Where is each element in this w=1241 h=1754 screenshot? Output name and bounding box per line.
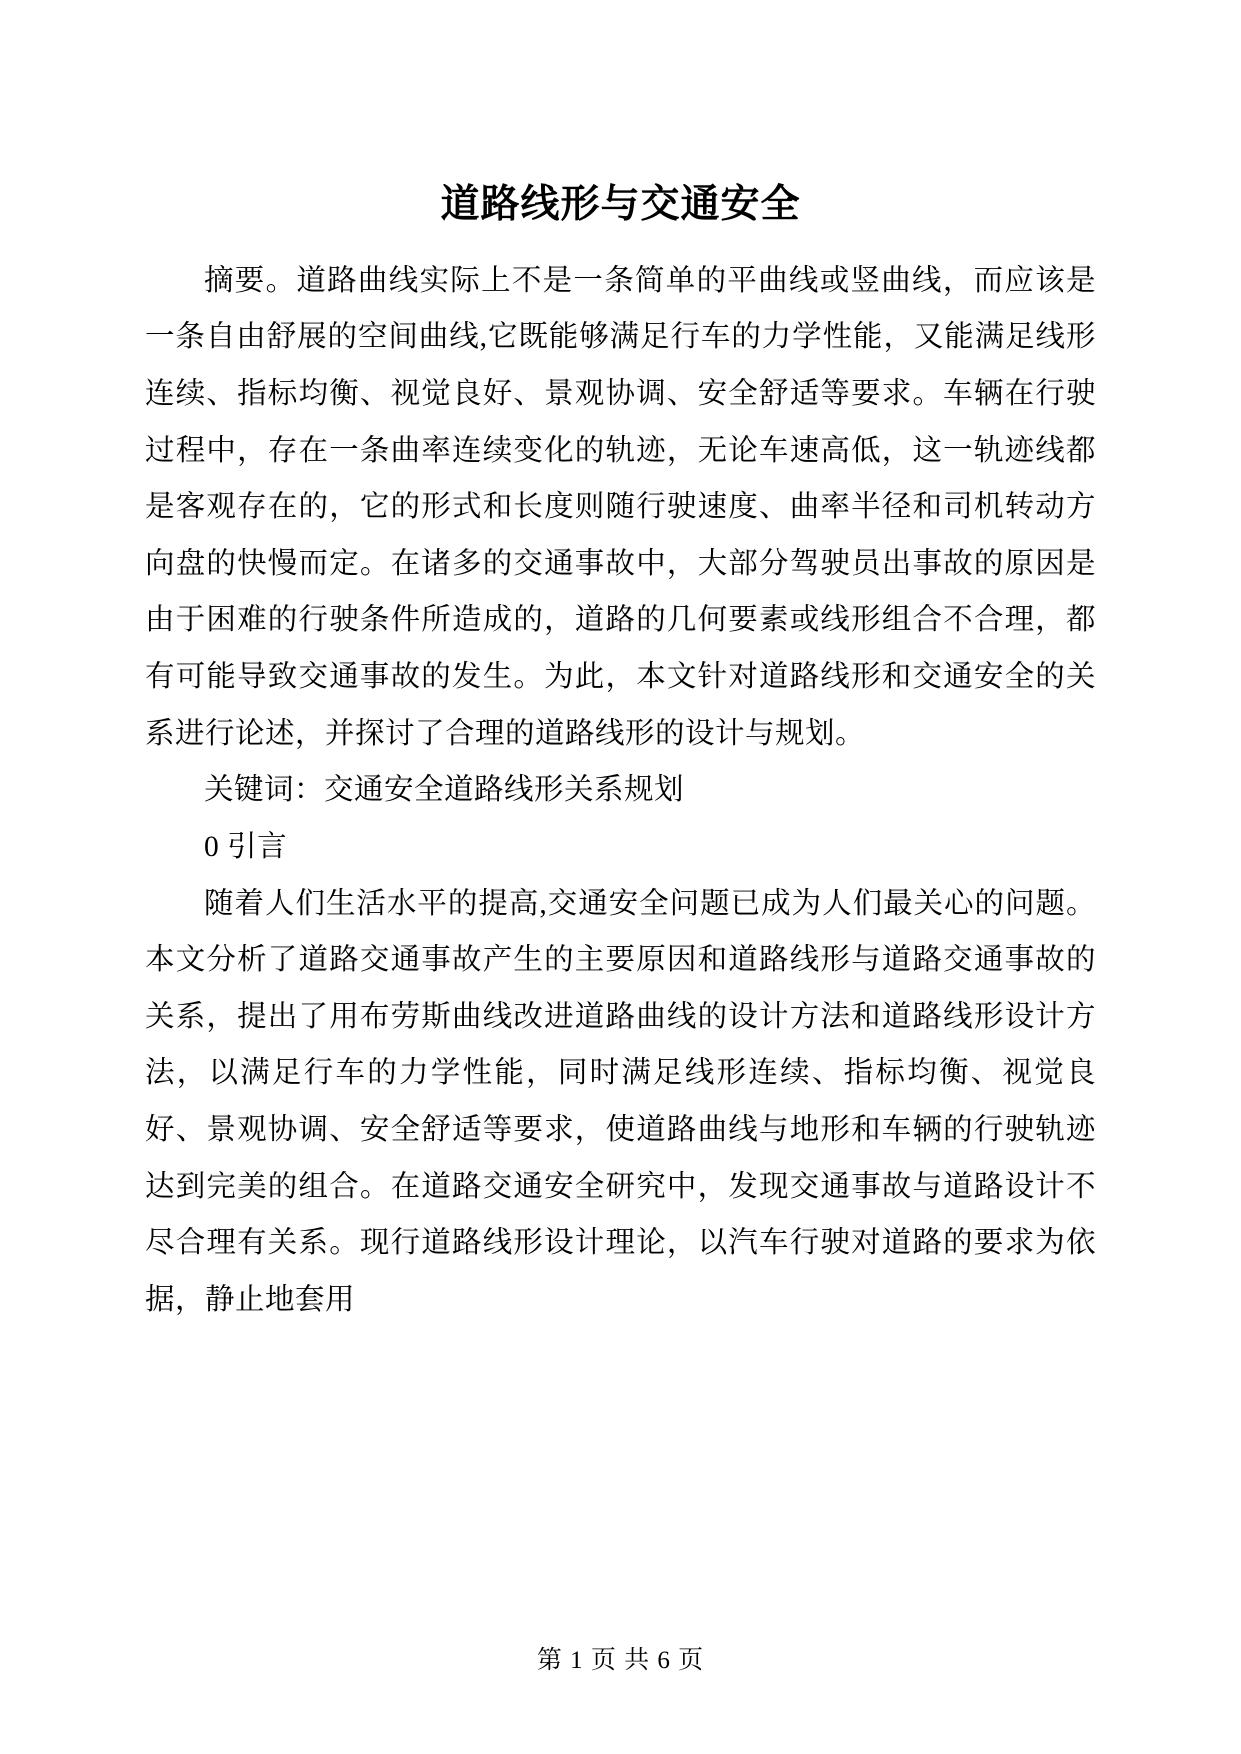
paragraph-keywords: 关键词：交通安全道路线形关系规划 bbox=[204, 774, 685, 807]
page-title: 道路线形与交通安全 bbox=[440, 182, 801, 227]
section-heading-introduction: 0 引言 bbox=[204, 830, 288, 863]
paragraph-abstract: 摘要。道路曲线实际上不是一条简单的平曲线或竖曲线，而应该是一条自由舒展的空间曲线,它既能够满足行车的力学性能，又能满足线形连续、指标均衡、视觉良好、景观协调、安全舒适等要求。车辆在行驶过程中，存在一条曲率连续变化的轨迹，无论车速高低，这一轨迹线都是客观存在的，它的形式和长度则随行驶速度、曲率半径和司机转动方向盘的快慢而定。在诸多的交通事故中，大部分驾驶员出事故的原因是由于困难的行驶条件所造成的，道路的几何要素或线形组合不合理，都有可能导致交通事故的发生。为此，本文针对道路线形和交通安全的关系进行论述，并探讨了合理的道路线形的设计与规划。 bbox=[145, 264, 1096, 750]
page-footer: 第 1 页 共 6 页 bbox=[536, 1647, 705, 1674]
paragraph-introduction-body: 随着人们生活水平的提高,交通安全问题已成为人们最关心的问题。本文分析了道路交通事故产生的主要原因和道路线形与道路交通事故的关系，提出了用布劳斯曲线改进道路曲线的设计方法和道路线形设计方法，以满足行车的力学性能，同时满足线形连续、指标均衡、视觉良好、景观协调、安全舒适等要求，使道路曲线与地形和车辆的行驶轨迹达到完美的组合。在道路交通安全研究中，发现交通事故与道路设计不尽合理有关系。现行道路线形设计理论，以汽车行驶对道路的要求为依据，静止地套用 bbox=[145, 887, 1096, 1316]
